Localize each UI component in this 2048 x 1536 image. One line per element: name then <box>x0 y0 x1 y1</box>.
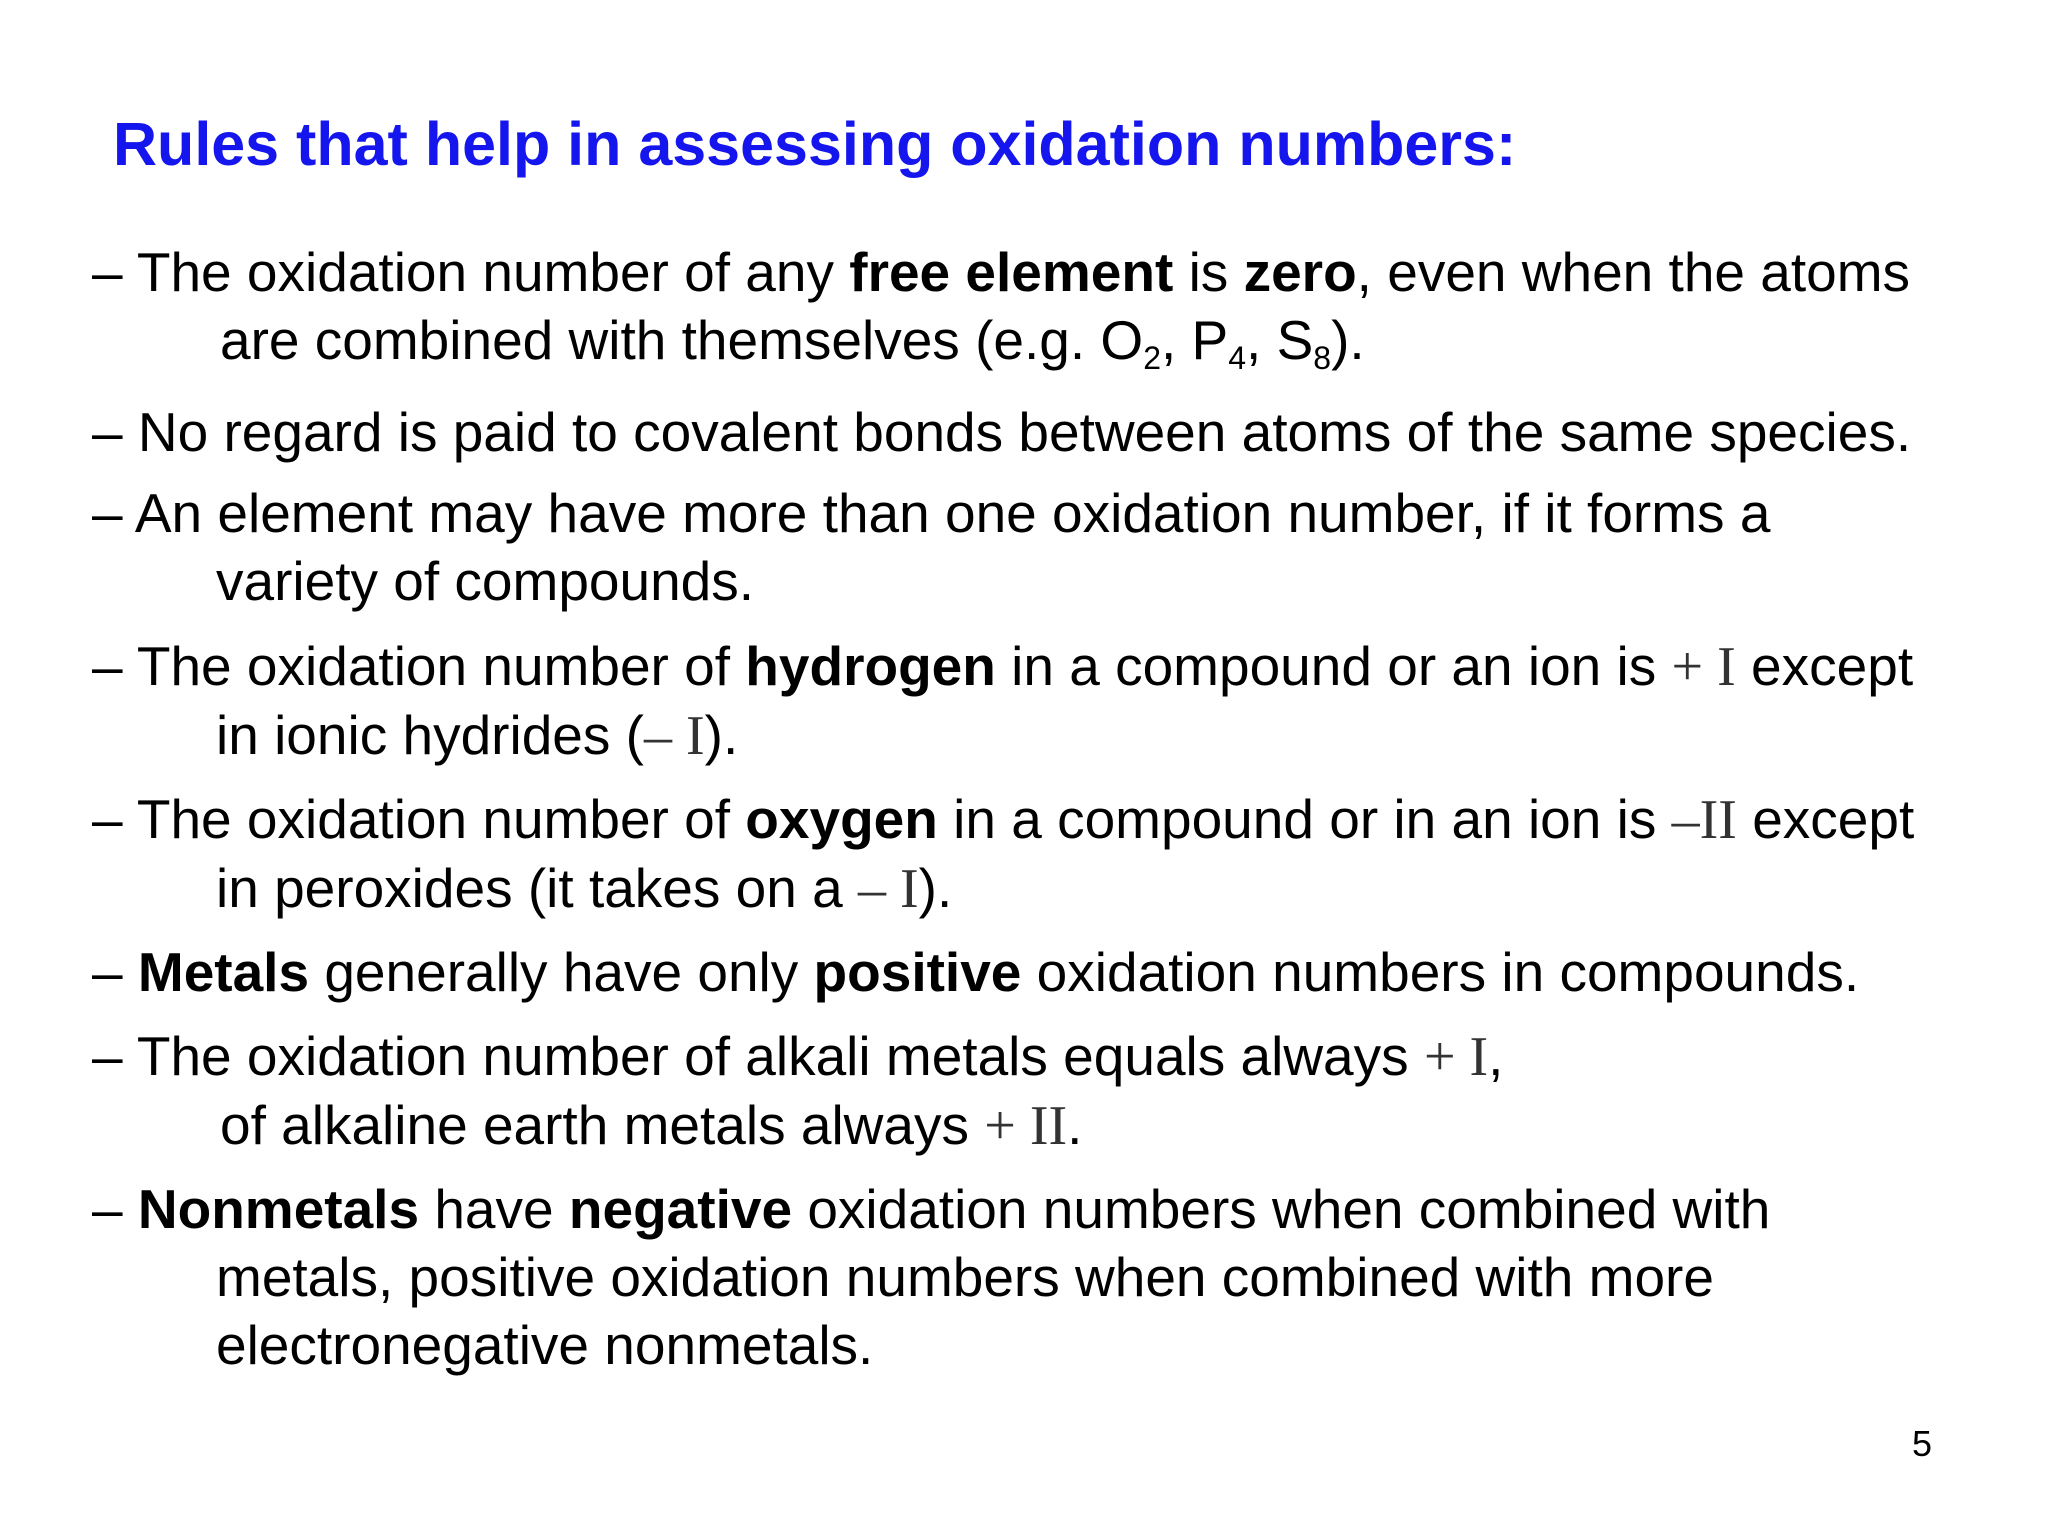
rule-oxygen <box>92 785 1914 923</box>
rule-line: of alkaline earth metals always + II. <box>220 1094 1083 1157</box>
rule-line: metals, positive oxidation numbers when combined with more <box>216 1246 1714 1308</box>
rule-multiple-oxidation-numbers <box>92 479 1770 615</box>
rule-nonmetals <box>92 1175 1770 1379</box>
rule-line: – The oxidation number of any free element is zero, even when the atoms <box>92 241 1911 303</box>
rule-line: – The oxidation number of oxygen in a compound or in an ion is –II except <box>92 788 1915 851</box>
oxidation-state: – I <box>643 705 705 767</box>
rule-line: in ionic hydrides (– I). <box>216 704 739 767</box>
oxidation-state: – I <box>858 858 919 920</box>
rule-line: – An element may have more than one oxidation number, if it forms a <box>92 482 1771 544</box>
rule-line: – Nonmetals have negative oxidation numbers when combined with <box>92 1178 1771 1240</box>
oxidation-state: + II <box>984 1095 1068 1157</box>
rule-covalent-bonds <box>92 398 1911 466</box>
rule-line: – The oxidation number of hydrogen in a compound or an ion is + I except <box>92 635 1914 698</box>
oxidation-state: + I <box>1671 636 1736 698</box>
subscript: 8 <box>1313 340 1332 376</box>
rule-line: are combined with themselves (e.g. $O_2$, $P_4$, $S_8$). <box>220 309 1365 376</box>
subscript: 2 <box>1143 340 1161 376</box>
rule-line: in peroxides (it takes on a – I). <box>216 857 953 920</box>
rule-line: variety of compounds. <box>216 550 755 612</box>
slide-title: Rules that help in assessing oxidation numbers: <box>113 110 1517 178</box>
keyword-negative: negative <box>568 1178 793 1240</box>
rule-hydrogen <box>92 632 1913 770</box>
oxidation-state: + I <box>1423 1026 1489 1088</box>
keyword-metals: Metals <box>137 941 310 1003</box>
rule-line: – No regard is paid to covalent bonds between atoms of the same species. <box>92 401 1912 463</box>
rule-metals <box>92 938 1859 1006</box>
rule-alkali-metals <box>92 1022 1503 1160</box>
rule-line: electronegative nonmetals. <box>216 1314 874 1376</box>
keyword-zero: zero <box>1243 241 1357 303</box>
keyword-hydrogen: hydrogen <box>745 635 996 697</box>
subscript: 4 <box>1228 340 1247 376</box>
keyword-free-element: free element <box>849 241 1174 303</box>
keyword-nonmetals: Nonmetals <box>137 1178 420 1240</box>
rule-free-element <box>92 238 1910 374</box>
oxidation-state: –II <box>1671 789 1737 851</box>
rule-line: – The oxidation number of alkali metals equals always + I, <box>92 1025 1504 1088</box>
rule-line: – Metals generally have only positive oxidation numbers in compounds. <box>92 941 1860 1003</box>
page-number: 5 <box>1912 1423 1933 1464</box>
keyword-positive: positive <box>813 941 1022 1003</box>
keyword-oxygen: oxygen <box>745 788 938 850</box>
